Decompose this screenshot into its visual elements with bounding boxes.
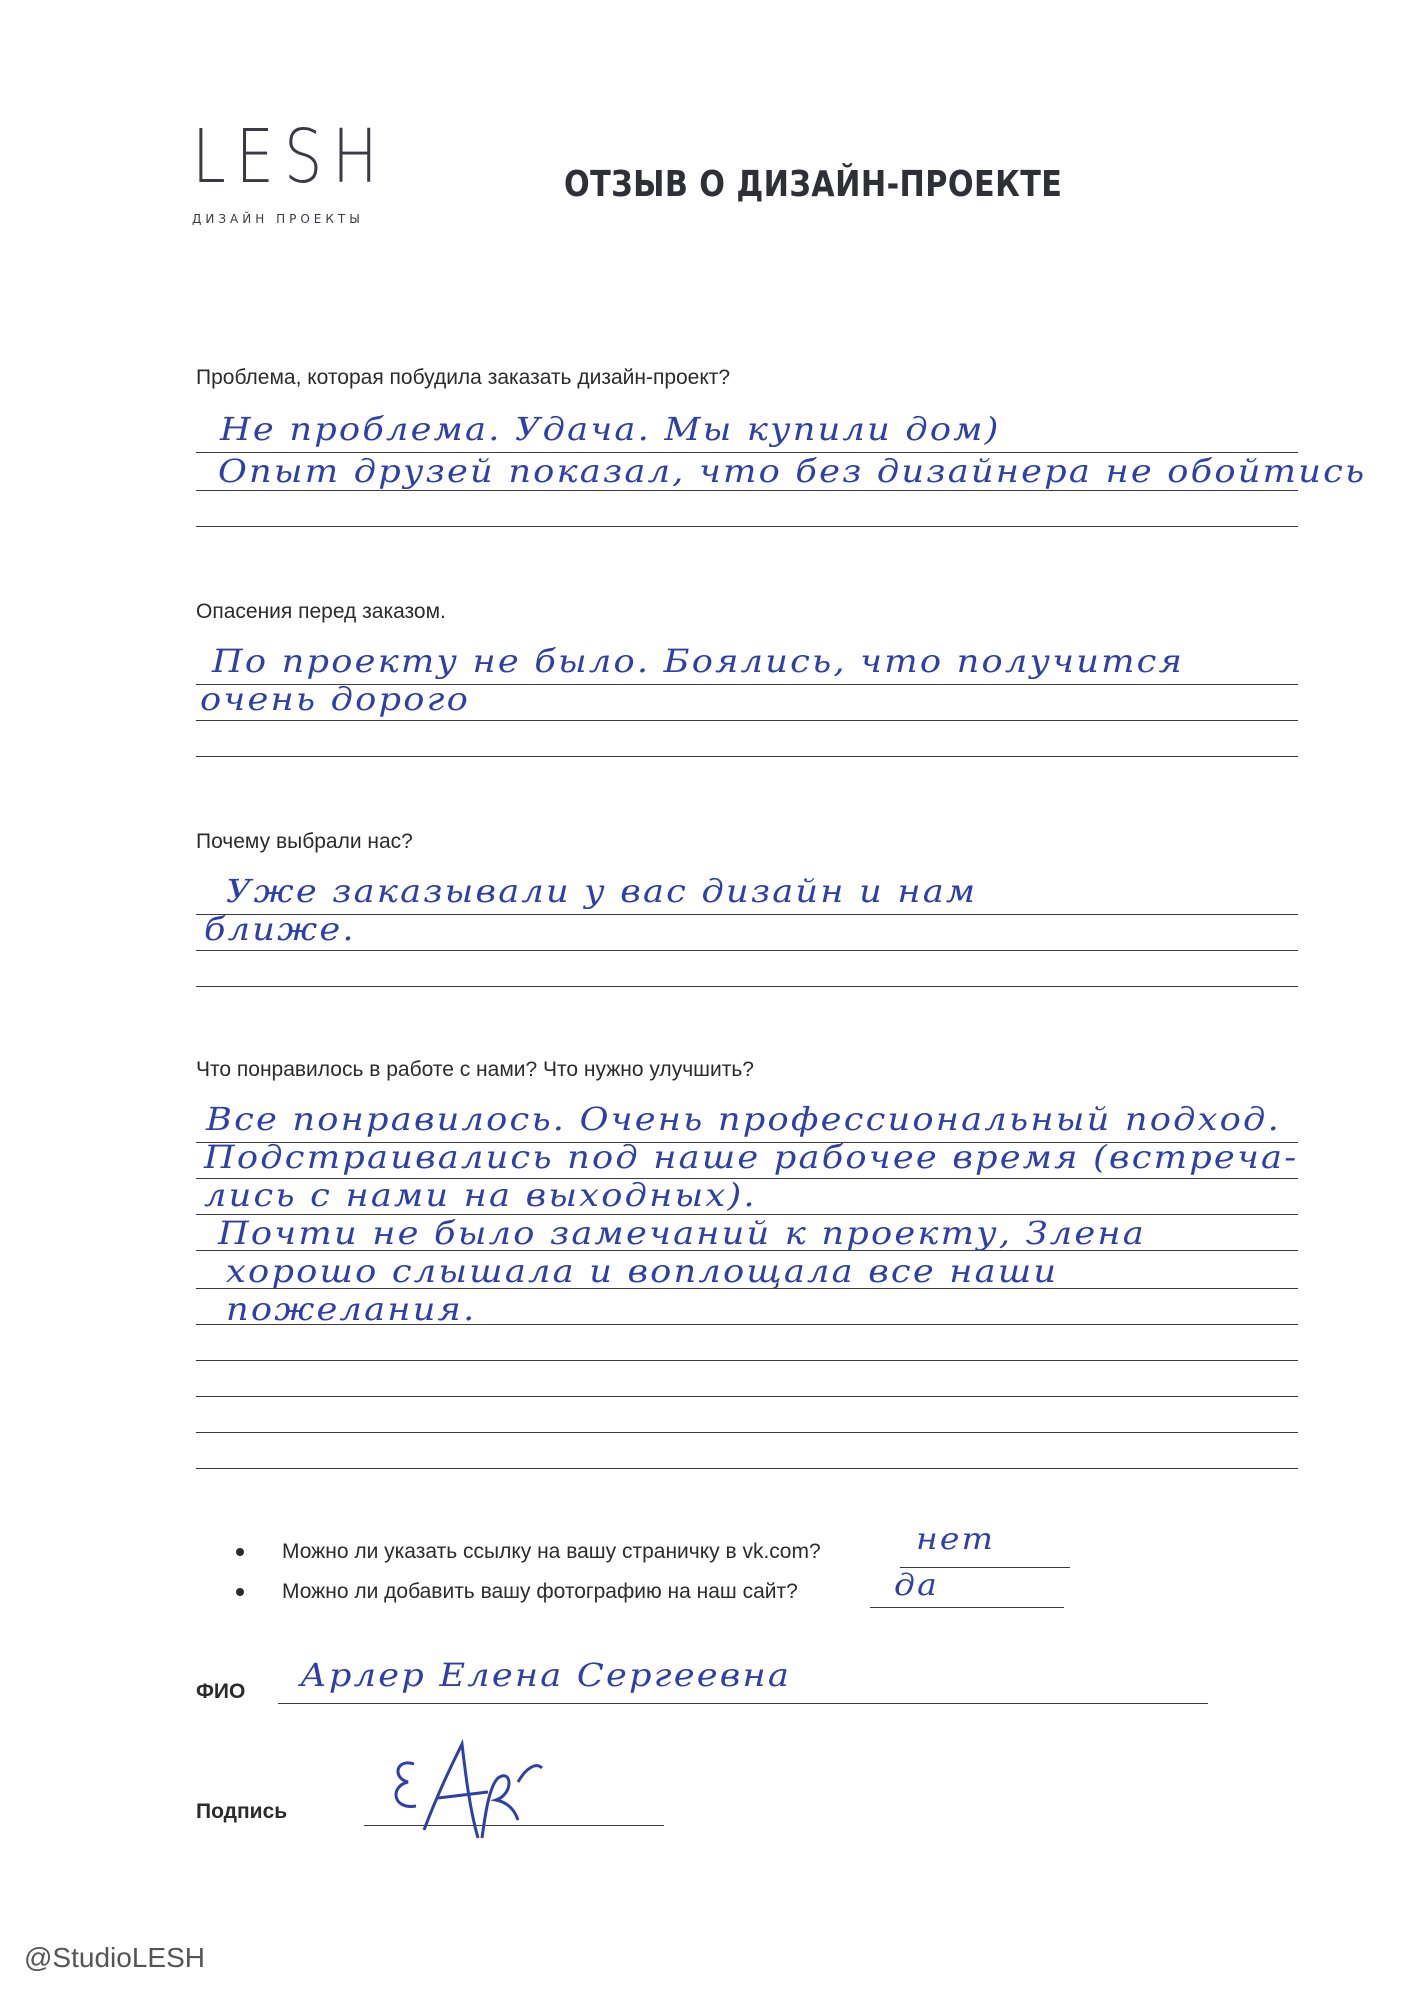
handwritten-answer: Опыт друзей показал, что без дизайнера не обойтись — [218, 452, 1367, 490]
question-why-us: Почему выбрали нас? — [196, 830, 413, 853]
handwritten-answer: По проекту не было. Боялись, что получится — [212, 642, 1185, 680]
handwritten-answer: пожелания. — [226, 1290, 477, 1328]
photo-answer: да — [894, 1568, 939, 1603]
answer-line — [196, 950, 1298, 951]
fio-value: Арлер Елена Сергеевна — [300, 1656, 792, 1694]
handwritten-answer: Почти не было замечаний к проекту, Злена — [218, 1214, 1146, 1252]
answer-line — [196, 526, 1298, 527]
page-title: ОТЗЫВ О ДИЗАЙН-ПРОЕКТЕ — [564, 164, 1063, 205]
studio-watermark: @StudioLESH — [0, 1932, 238, 1984]
answer-line — [196, 1396, 1298, 1397]
answer-line — [196, 1360, 1298, 1361]
logo-subtitle: ДИЗАЙН ПРОЕКТЫ — [192, 212, 364, 226]
bullet-text: Можно ли указать ссылку на вашу страничку в vk.com? — [282, 1540, 821, 1563]
answer-line — [196, 1432, 1298, 1433]
answer-line — [196, 490, 1298, 491]
answer-line — [196, 986, 1298, 987]
question-problem: Проблема, которая побудила заказать дизайн-проект? — [196, 366, 731, 389]
answer-line — [196, 1468, 1298, 1469]
question-concerns: Опасения перед заказом. — [196, 600, 446, 623]
lesh-logo — [192, 114, 431, 226]
handwritten-answer: ближе. — [204, 910, 356, 948]
handwritten-answer: Не проблема. Удача. Мы купили дом) — [220, 410, 1001, 448]
vk-answer: нет — [916, 1522, 996, 1557]
bullet-text: Можно ли добавить вашу фотографию на наш сайт? — [282, 1580, 798, 1603]
question-liked-improve: Что понравилось в работе с нами? Что нужно улучшить? — [196, 1058, 754, 1081]
handwritten-signature — [386, 1738, 556, 1848]
logo-mark: LESH — [192, 114, 388, 200]
answer-line — [196, 914, 1298, 915]
answer-line — [196, 756, 1298, 757]
handwritten-answer: хорошо слышала и воплощала все наши — [226, 1252, 1059, 1290]
handwritten-answer: Уже заказывали у вас дизайн и нам — [226, 872, 978, 910]
handwritten-answer: лись с нами на выходных). — [204, 1176, 757, 1214]
photo-answer-line — [870, 1607, 1064, 1608]
bullet-icon — [236, 1548, 244, 1556]
fio-line — [278, 1703, 1208, 1704]
bullet-icon — [236, 1588, 244, 1596]
handwritten-answer: очень дорого — [200, 680, 471, 718]
handwritten-answer: Все понравилось. Очень профессиональный подход. — [206, 1100, 1281, 1138]
fio-label: ФИО — [196, 1680, 246, 1703]
handwritten-answer: Подстраивались под наше рабочее время (встреча- — [204, 1138, 1299, 1176]
signature-label: Подпись — [196, 1800, 288, 1823]
answer-line — [196, 720, 1298, 721]
